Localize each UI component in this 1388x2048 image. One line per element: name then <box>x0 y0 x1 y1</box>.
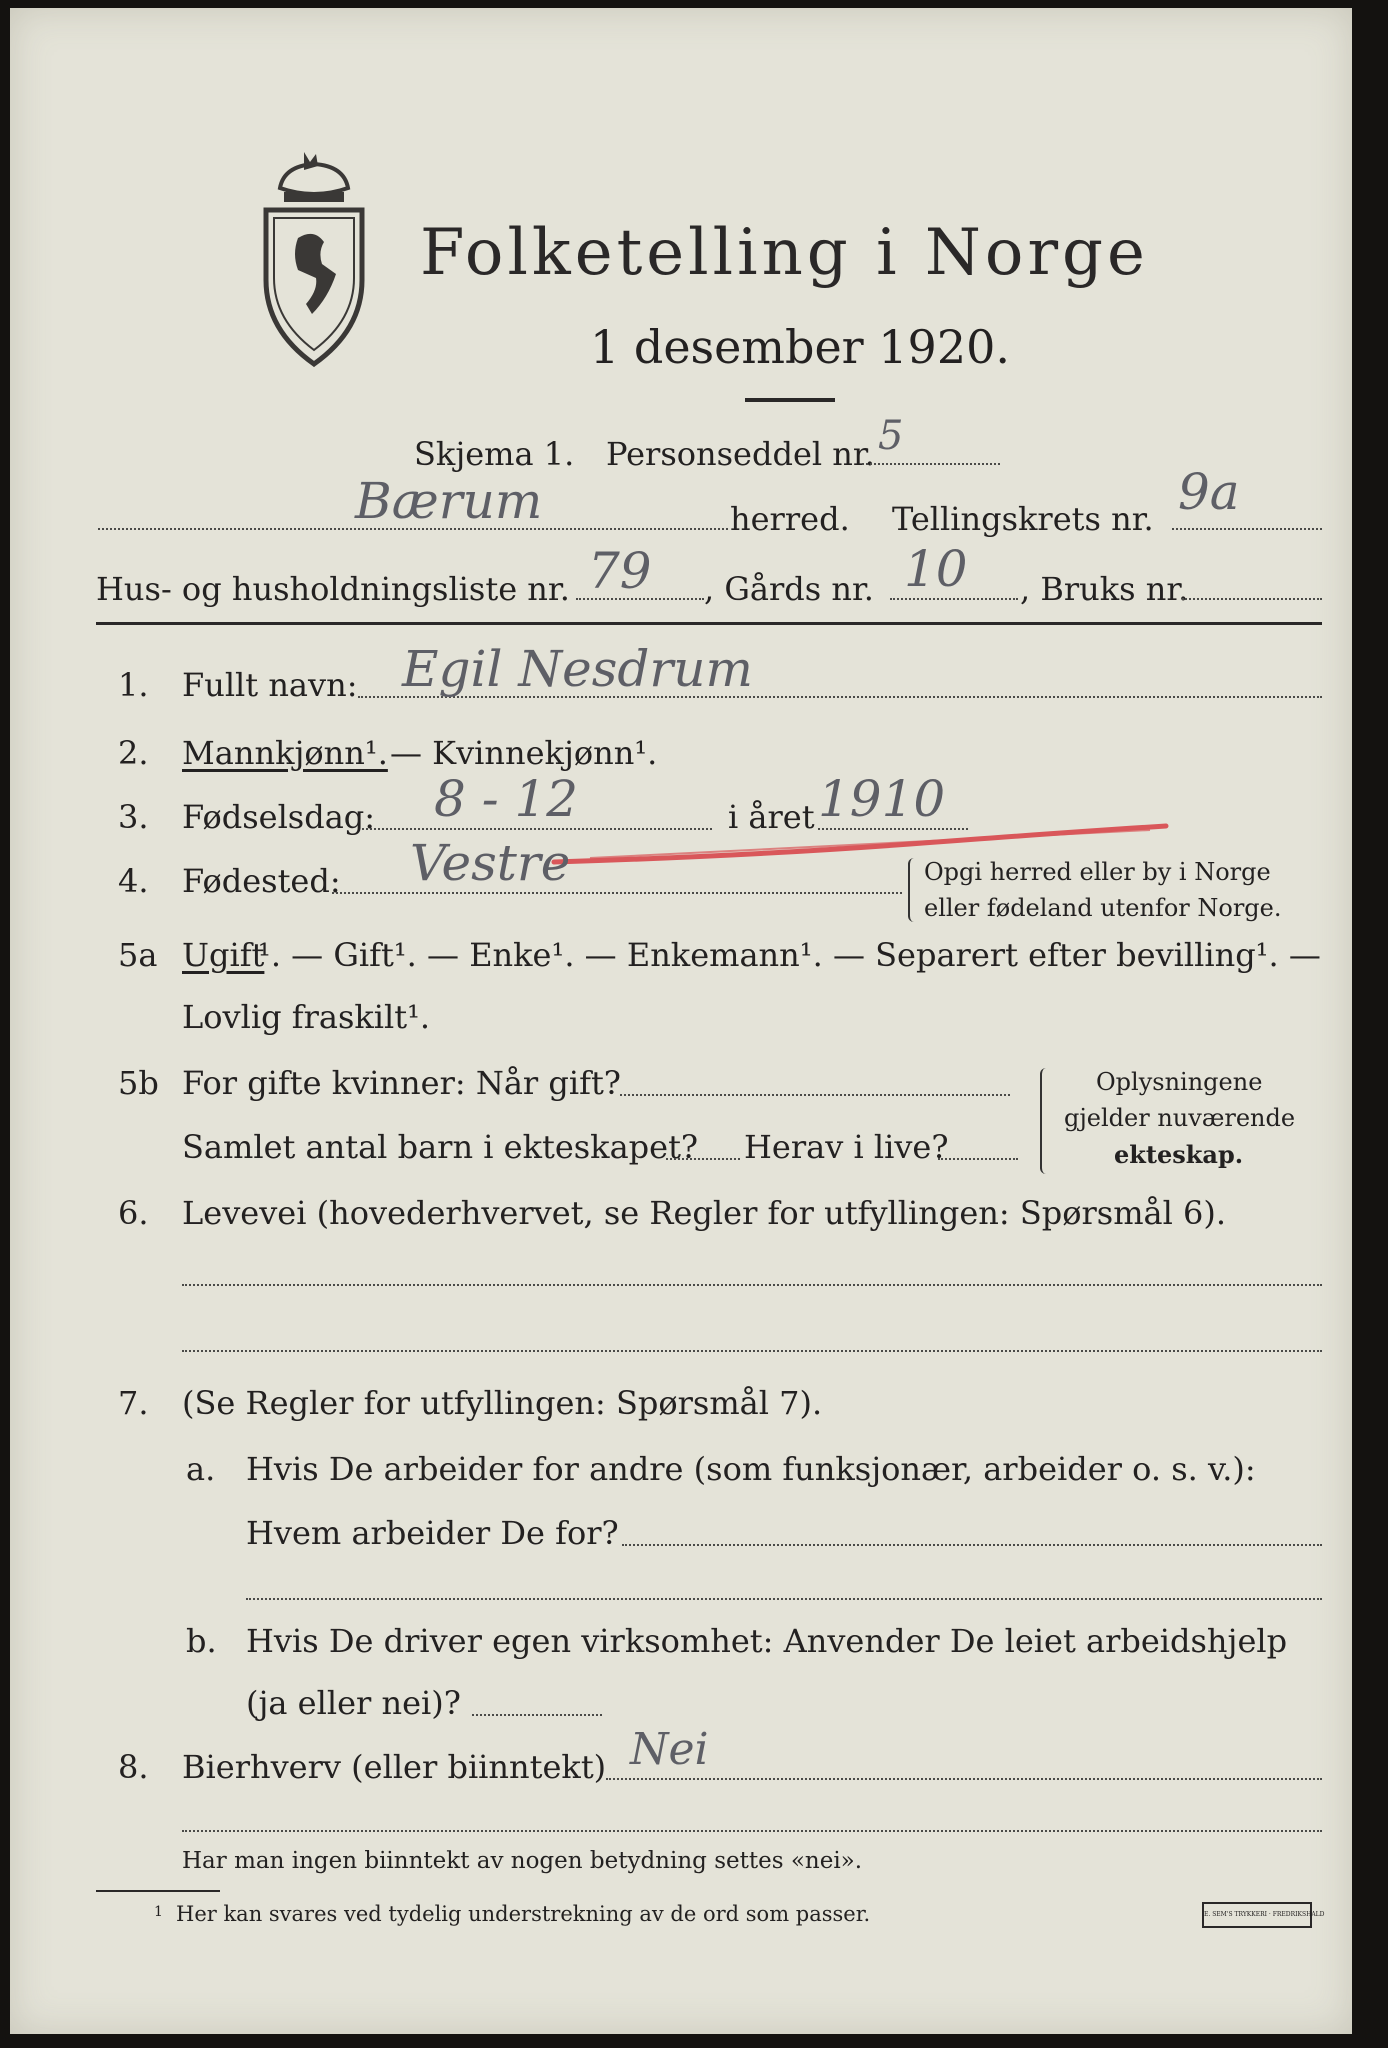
q5b-note-line-3: ekteskap. <box>1114 1140 1244 1169</box>
birthplace-value: Vestre <box>410 834 571 892</box>
herred-value: Bærum <box>355 472 543 530</box>
q8-label: Bierhverv (eller biinntekt) <box>182 1748 607 1786</box>
birth-year-value: 1910 <box>818 770 946 828</box>
q5b-note-line-1: Oplysningene <box>1096 1068 1263 1096</box>
q1-number: 1. <box>118 666 149 704</box>
q5b-alive-label: Herav i live? <box>744 1128 949 1166</box>
q4-note-line-2: eller fødeland utenfor Norge. <box>924 894 1282 922</box>
q7b-line-2: (ja eller nei)? <box>246 1684 461 1722</box>
q7b-line-1: Hvis De driver egen virksomhet: Anvender De leiet arbeidshjelp <box>246 1622 1288 1660</box>
q5b-brace <box>1040 1068 1052 1174</box>
tellingskrets-label: Tellingskrets nr. <box>892 500 1154 538</box>
gards-label: , Gårds nr. <box>704 570 874 608</box>
q5b-line-1: For gifte kvinner: Når gift? <box>182 1064 621 1102</box>
gards-field[interactable] <box>890 598 1018 600</box>
q5a-number: 5a <box>118 936 158 974</box>
side-income-value: Nei <box>630 1724 709 1775</box>
q7-number: 7. <box>118 1384 149 1422</box>
children-alive-field[interactable] <box>938 1158 1018 1160</box>
q7a-line-1: Hvis De arbeider for andre (som funksjonær, arbeider o. s. v.): <box>246 1450 1256 1488</box>
gards-value: 10 <box>904 540 968 598</box>
q4-label: Fødested: <box>182 862 341 900</box>
q4-brace <box>908 858 920 922</box>
bruks-field[interactable] <box>1182 598 1322 600</box>
q5b-children-label: Samlet antal barn i ekteskapet? <box>182 1128 699 1166</box>
q2-number: 2. <box>118 734 149 772</box>
title-rule <box>745 398 835 402</box>
q7-label: (Se Regler for utfyllingen: Spørsmål 7). <box>182 1384 823 1422</box>
q3-year-label: i året <box>728 798 815 836</box>
census-form <box>10 8 1352 2034</box>
census-date: 1 desember 1920. <box>590 320 1010 374</box>
side-income-field-line-2[interactable] <box>182 1830 1322 1832</box>
personseddel-value: 5 <box>878 413 904 459</box>
footnote-text: Her kan svares ved tydelig understrekning av de ord som passer. <box>176 1902 871 1926</box>
q5a-ugift-option[interactable]: Ugift <box>182 936 265 974</box>
header-rule <box>96 622 1322 625</box>
q5a-fraskilt-option[interactable]: Lovlig fraskilt¹. <box>182 998 431 1036</box>
husliste-label: Hus- og husholdningsliste nr. <box>96 570 570 608</box>
employer-field-line-1[interactable] <box>622 1544 1322 1546</box>
tellingskrets-field[interactable] <box>1172 528 1322 530</box>
side-income-field[interactable] <box>606 1778 1322 1780</box>
children-total-field[interactable] <box>666 1158 740 1160</box>
tellingskrets-value: 9a <box>1178 463 1240 521</box>
q4-note-line-1: Opgi herred eller by i Norge <box>924 858 1271 886</box>
q4-number: 4. <box>118 862 149 900</box>
birth-day-value: 8 - 12 <box>434 770 579 828</box>
birthplace-field[interactable] <box>332 892 902 894</box>
q5a-options[interactable]: ¹. — Gift¹. — Enke¹. — Enkemann¹. — Separert efter bevilling¹. — <box>258 936 1321 974</box>
full-name-value: Egil Nesdrum <box>402 640 753 698</box>
herred-label: herred. <box>730 500 850 538</box>
q2-female-option[interactable]: — Kvinnekjønn¹. <box>390 734 658 772</box>
married-date-field[interactable] <box>620 1094 1010 1096</box>
q3-label: Fødselsdag: <box>182 798 376 836</box>
form-title: Folketelling i Norge <box>420 216 1149 290</box>
footnote-rule <box>96 1890 220 1892</box>
occupation-field-line-1[interactable] <box>182 1284 1322 1286</box>
q7b-letter: b. <box>186 1622 217 1660</box>
employer-field-line-2[interactable] <box>246 1598 1322 1600</box>
schema-label: Skjema 1. <box>414 435 575 473</box>
q5b-number: 5b <box>118 1064 159 1102</box>
personseddel-field[interactable] <box>862 463 1000 465</box>
printer-mark: E. SEM'S TRYKKERI · FREDRIKSHALD <box>1202 1902 1312 1928</box>
q6-number: 6. <box>118 1194 149 1232</box>
q1-label: Fullt navn: <box>182 666 358 704</box>
q3-number: 3. <box>118 798 149 836</box>
footer-note: Har man ingen biinntekt av nogen betydning settes «nei». <box>182 1848 863 1874</box>
q8-number: 8. <box>118 1748 149 1786</box>
bruks-label: , Bruks nr. <box>1020 570 1189 608</box>
q7a-letter: a. <box>186 1450 216 1488</box>
q7a-line-2: Hvem arbeider De for? <box>246 1514 619 1552</box>
occupation-field-line-2[interactable] <box>182 1350 1322 1352</box>
hired-help-field[interactable] <box>472 1714 602 1716</box>
coat-of-arms-icon <box>254 148 374 368</box>
q2-male-option[interactable]: Mannkjønn¹. <box>182 734 388 772</box>
q5b-note-line-2: gjelder nuværende <box>1064 1104 1296 1132</box>
husliste-value: 79 <box>588 542 652 600</box>
personseddel-label: Personseddel nr. <box>606 435 875 473</box>
footnote-mark: 1 <box>154 1904 163 1920</box>
q6-label: Levevei (hovederhvervet, se Regler for utfyllingen: Spørsmål 6). <box>182 1194 1227 1232</box>
